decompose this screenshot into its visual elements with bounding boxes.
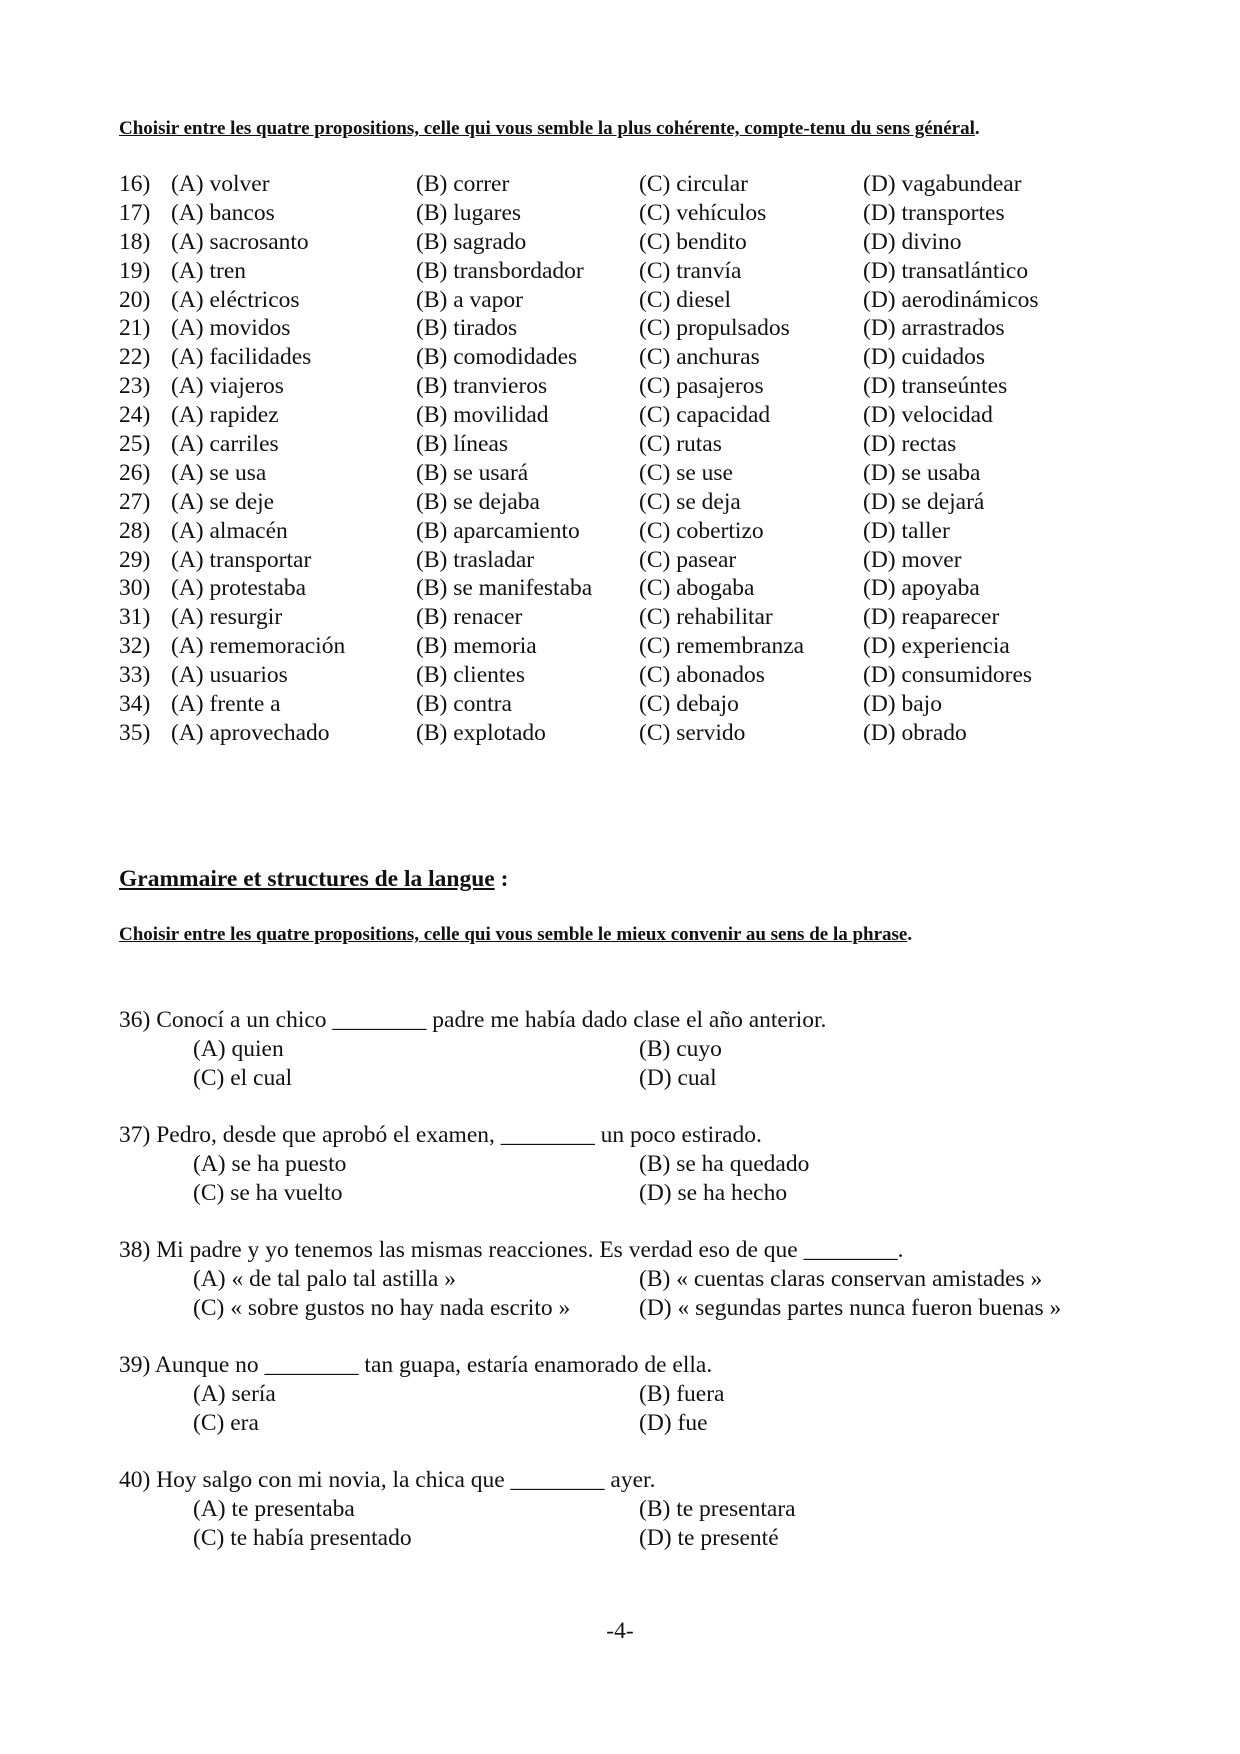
vocab-number: 23) (119, 373, 151, 400)
vocab-option-c: (C) anchuras (639, 344, 760, 371)
vocab-number: 27) (119, 488, 151, 515)
vocab-option-c: (C) remembranza (639, 633, 805, 660)
vocabulary-instruction-text: Choisir entre les quatre propositions, celle qui vous semble la plus cohérente, compte-tenu du sens général (119, 118, 975, 139)
grammar-question (119, 1121, 1119, 1208)
question-options (119, 1035, 1119, 1093)
vocab-option-a: (A) carriles (171, 431, 279, 458)
vocab-option-c: (C) pasajeros (639, 373, 764, 400)
vocab-number: 30) (119, 575, 151, 602)
vocab-option-b: (B) comodidades (416, 344, 578, 371)
vocab-row (119, 690, 1119, 719)
vocab-option-b: (B) correr (416, 171, 510, 197)
vocab-option-c: (C) servido (639, 719, 746, 746)
vocab-row (119, 228, 1119, 257)
grammar-instruction (119, 924, 912, 946)
vocab-number: 18) (119, 228, 151, 255)
vocab-option-a: (A) usuarios (171, 662, 288, 689)
vocab-option-c: (C) rutas (639, 431, 722, 458)
vocab-row (119, 286, 1119, 315)
vocab-option-a: (A) eléctricos (171, 286, 300, 313)
vocab-option-c: (C) rehabilitar (639, 604, 773, 631)
vocab-option-c: (C) capacidad (639, 402, 771, 429)
vocab-row (119, 314, 1119, 343)
vocab-number: 28) (119, 517, 151, 544)
vocab-number: 19) (119, 257, 151, 284)
vocab-option-b: (B) lugares (416, 199, 522, 226)
vocab-option-a: (A) transportar (171, 546, 312, 573)
vocab-row (119, 257, 1119, 286)
vocab-option-c: (C) tranvía (639, 257, 742, 284)
vocab-option-d: (D) velocidad (863, 402, 993, 429)
question-option-c: (C) se ha vuelto (193, 1180, 343, 1206)
vocab-option-d: (D) reaparecer (863, 604, 1000, 631)
vocab-option-d: (D) se usaba (863, 459, 981, 486)
vocab-option-c: (C) se use (639, 459, 733, 486)
vocab-option-d: (D) consumidores (863, 662, 1033, 689)
vocab-option-a: (A) volver (171, 171, 270, 197)
vocab-option-b: (B) se usará (416, 459, 529, 486)
vocab-option-a: (A) frente a (171, 691, 281, 718)
grammar-section-title (119, 866, 508, 893)
question-option-d: (D) fue (639, 1410, 708, 1436)
vocab-option-a: (A) bancos (171, 199, 275, 226)
vocab-option-b: (B) tranvieros (416, 373, 548, 400)
question-option-a: (A) quien (193, 1036, 284, 1062)
vocab-number: 34) (119, 691, 151, 718)
vocab-row (119, 546, 1119, 575)
vocab-number: 31) (119, 604, 151, 631)
grammar-question (119, 1351, 1119, 1438)
vocab-option-c: (C) cobertizo (639, 517, 764, 544)
vocab-option-d: (D) transatlántico (863, 257, 1029, 284)
vocabulary-choices-list (119, 170, 1119, 748)
question-option-c: (C) te había presentado (193, 1525, 412, 1551)
page-number: -4- (606, 1618, 634, 1644)
question-option-b: (B) cuyo (639, 1036, 722, 1062)
vocab-option-d: (D) aerodinámicos (863, 286, 1039, 313)
question-option-a: (A) se ha puesto (193, 1151, 347, 1177)
question-stem: 39) Aunque no ________ tan guapa, estaría enamorado de ella. (119, 1352, 713, 1378)
vocab-option-d: (D) rectas (863, 431, 957, 458)
vocab-option-c: (C) pasear (639, 546, 737, 573)
question-options (119, 1150, 1119, 1208)
vocab-option-b: (B) contra (416, 691, 512, 718)
vocab-option-d: (D) transportes (863, 199, 1005, 226)
vocab-option-a: (A) tren (171, 257, 247, 284)
question-option-b: (B) te presentara (639, 1496, 796, 1522)
vocab-option-c: (C) diesel (639, 286, 732, 313)
vocab-row (119, 401, 1119, 430)
vocab-number: 29) (119, 546, 151, 573)
vocab-number: 17) (119, 199, 151, 226)
vocab-row (119, 661, 1119, 690)
question-options (119, 1265, 1119, 1323)
question-options (119, 1380, 1119, 1438)
vocab-number: 32) (119, 633, 151, 660)
vocab-option-c: (C) bendito (639, 228, 747, 255)
vocab-row (119, 574, 1119, 603)
vocab-option-d: (D) taller (863, 517, 950, 544)
vocab-number: 20) (119, 286, 151, 313)
vocab-option-a: (A) rapidez (171, 402, 279, 429)
grammar-question (119, 1466, 1119, 1553)
vocab-number: 21) (119, 315, 151, 342)
vocab-option-a: (A) protestaba (171, 575, 307, 602)
vocab-number: 16) (119, 171, 151, 197)
question-options (119, 1495, 1119, 1553)
vocab-row (119, 603, 1119, 632)
vocabulary-instruction-period: . (974, 118, 980, 139)
vocab-option-a: (A) movidos (171, 315, 291, 342)
grammar-question (119, 1006, 1119, 1093)
vocab-number: 26) (119, 459, 151, 486)
vocab-row (119, 517, 1119, 546)
vocab-option-d: (D) arrastrados (863, 315, 1005, 342)
vocab-row (119, 632, 1119, 661)
question-option-d: (D) « segundas partes nunca fueron buenas » (639, 1295, 1062, 1321)
vocab-row (119, 372, 1119, 401)
vocab-option-b: (B) memoria (416, 633, 537, 660)
vocab-row (119, 488, 1119, 517)
vocab-option-c: (C) propulsados (639, 315, 790, 342)
question-option-b: (B) se ha quedado (639, 1151, 810, 1177)
question-option-a: (A) sería (193, 1381, 276, 1407)
vocab-option-a: (A) viajeros (171, 373, 284, 400)
vocab-option-b: (B) trasladar (416, 546, 535, 573)
vocab-option-d: (D) obrado (863, 719, 967, 746)
question-option-b: (B) « cuentas claras conservan amistades » (639, 1266, 1043, 1292)
question-option-a: (A) te presentaba (193, 1496, 355, 1522)
vocab-row (119, 199, 1119, 228)
question-option-d: (D) cual (639, 1065, 717, 1091)
vocab-option-b: (B) a vapor (416, 286, 524, 313)
vocab-option-b: (B) tirados (416, 315, 518, 342)
vocab-option-a: (A) aprovechado (171, 719, 330, 746)
vocabulary-instruction (119, 118, 980, 140)
question-option-a: (A) « de tal palo tal astilla » (193, 1266, 456, 1292)
vocab-option-d: (D) apoyaba (863, 575, 980, 602)
vocab-option-a: (A) rememoración (171, 633, 346, 660)
question-stem: 38) Mi padre y yo tenemos las mismas reacciones. Es verdad eso de que ________. (119, 1237, 904, 1263)
question-stem: 37) Pedro, desde que aprobó el examen, ________ un poco estirado. (119, 1122, 762, 1148)
vocab-option-a: (A) almacén (171, 517, 288, 544)
vocab-option-d: (D) divino (863, 228, 962, 255)
vocab-option-b: (B) sagrado (416, 228, 527, 255)
grammar-question (119, 1236, 1119, 1323)
vocab-option-d: (D) bajo (863, 691, 942, 718)
vocab-option-d: (D) se dejará (863, 488, 985, 515)
vocab-option-b: (B) transbordador (416, 257, 584, 284)
vocab-option-b: (B) clientes (416, 662, 525, 689)
vocab-number: 35) (119, 719, 151, 746)
question-option-c: (C) el cual (193, 1065, 293, 1091)
vocab-option-c: (C) circular (639, 171, 748, 197)
vocab-option-d: (D) vagabundear (863, 171, 1022, 197)
vocab-option-b: (B) renacer (416, 604, 523, 631)
vocab-number: 24) (119, 402, 151, 429)
question-stem: 36) Conocí a un chico ________ padre me había dado clase el año anterior. (119, 1007, 827, 1033)
question-stem: 40) Hoy salgo con mi novia, la chica que ________ ayer. (119, 1467, 656, 1493)
vocab-option-b: (B) líneas (416, 431, 509, 458)
vocab-option-b: (B) movilidad (416, 402, 549, 429)
vocab-number: 33) (119, 662, 151, 689)
question-option-d: (D) se ha hecho (639, 1180, 788, 1206)
vocab-number: 22) (119, 344, 151, 371)
vocab-row (119, 343, 1119, 372)
vocab-option-b: (B) se manifestaba (416, 575, 593, 602)
vocab-option-d: (D) mover (863, 546, 962, 573)
question-option-d: (D) te presenté (639, 1525, 779, 1551)
vocab-number: 25) (119, 431, 151, 458)
vocab-option-c: (C) debajo (639, 691, 739, 718)
vocab-option-d: (D) transeúntes (863, 373, 1008, 400)
grammar-section-title-colon: : (494, 866, 509, 892)
vocab-row (119, 170, 1119, 199)
question-option-b: (B) fuera (639, 1381, 725, 1407)
grammar-instruction-text: Choisir entre les quatre propositions, celle qui vous semble le mieux convenir au sens de la phrase (119, 924, 908, 945)
question-option-c: (C) era (193, 1410, 259, 1436)
vocab-option-a: (A) se usa (171, 459, 267, 486)
vocab-option-a: (A) sacrosanto (171, 228, 309, 255)
vocab-option-b: (B) explotado (416, 719, 546, 746)
grammar-section-title-text: Grammaire et structures de la langue (119, 866, 495, 892)
vocab-row (119, 459, 1119, 488)
vocab-option-c: (C) se deja (639, 488, 741, 515)
vocab-option-b: (B) se dejaba (416, 488, 540, 515)
vocab-option-c: (C) abonados (639, 662, 765, 689)
vocab-row (119, 430, 1119, 459)
question-option-c: (C) « sobre gustos no hay nada escrito » (193, 1295, 571, 1321)
grammar-instruction-period: . (907, 924, 913, 945)
vocab-option-c: (C) vehículos (639, 199, 767, 226)
vocab-row (119, 719, 1119, 748)
vocab-option-a: (A) se deje (171, 488, 275, 515)
vocab-option-c: (C) abogaba (639, 575, 755, 602)
vocab-option-a: (A) facilidades (171, 344, 312, 371)
vocab-option-b: (B) aparcamiento (416, 517, 580, 544)
vocab-option-d: (D) cuidados (863, 344, 986, 371)
vocab-option-d: (D) experiencia (863, 633, 1010, 660)
vocab-option-a: (A) resurgir (171, 604, 283, 631)
